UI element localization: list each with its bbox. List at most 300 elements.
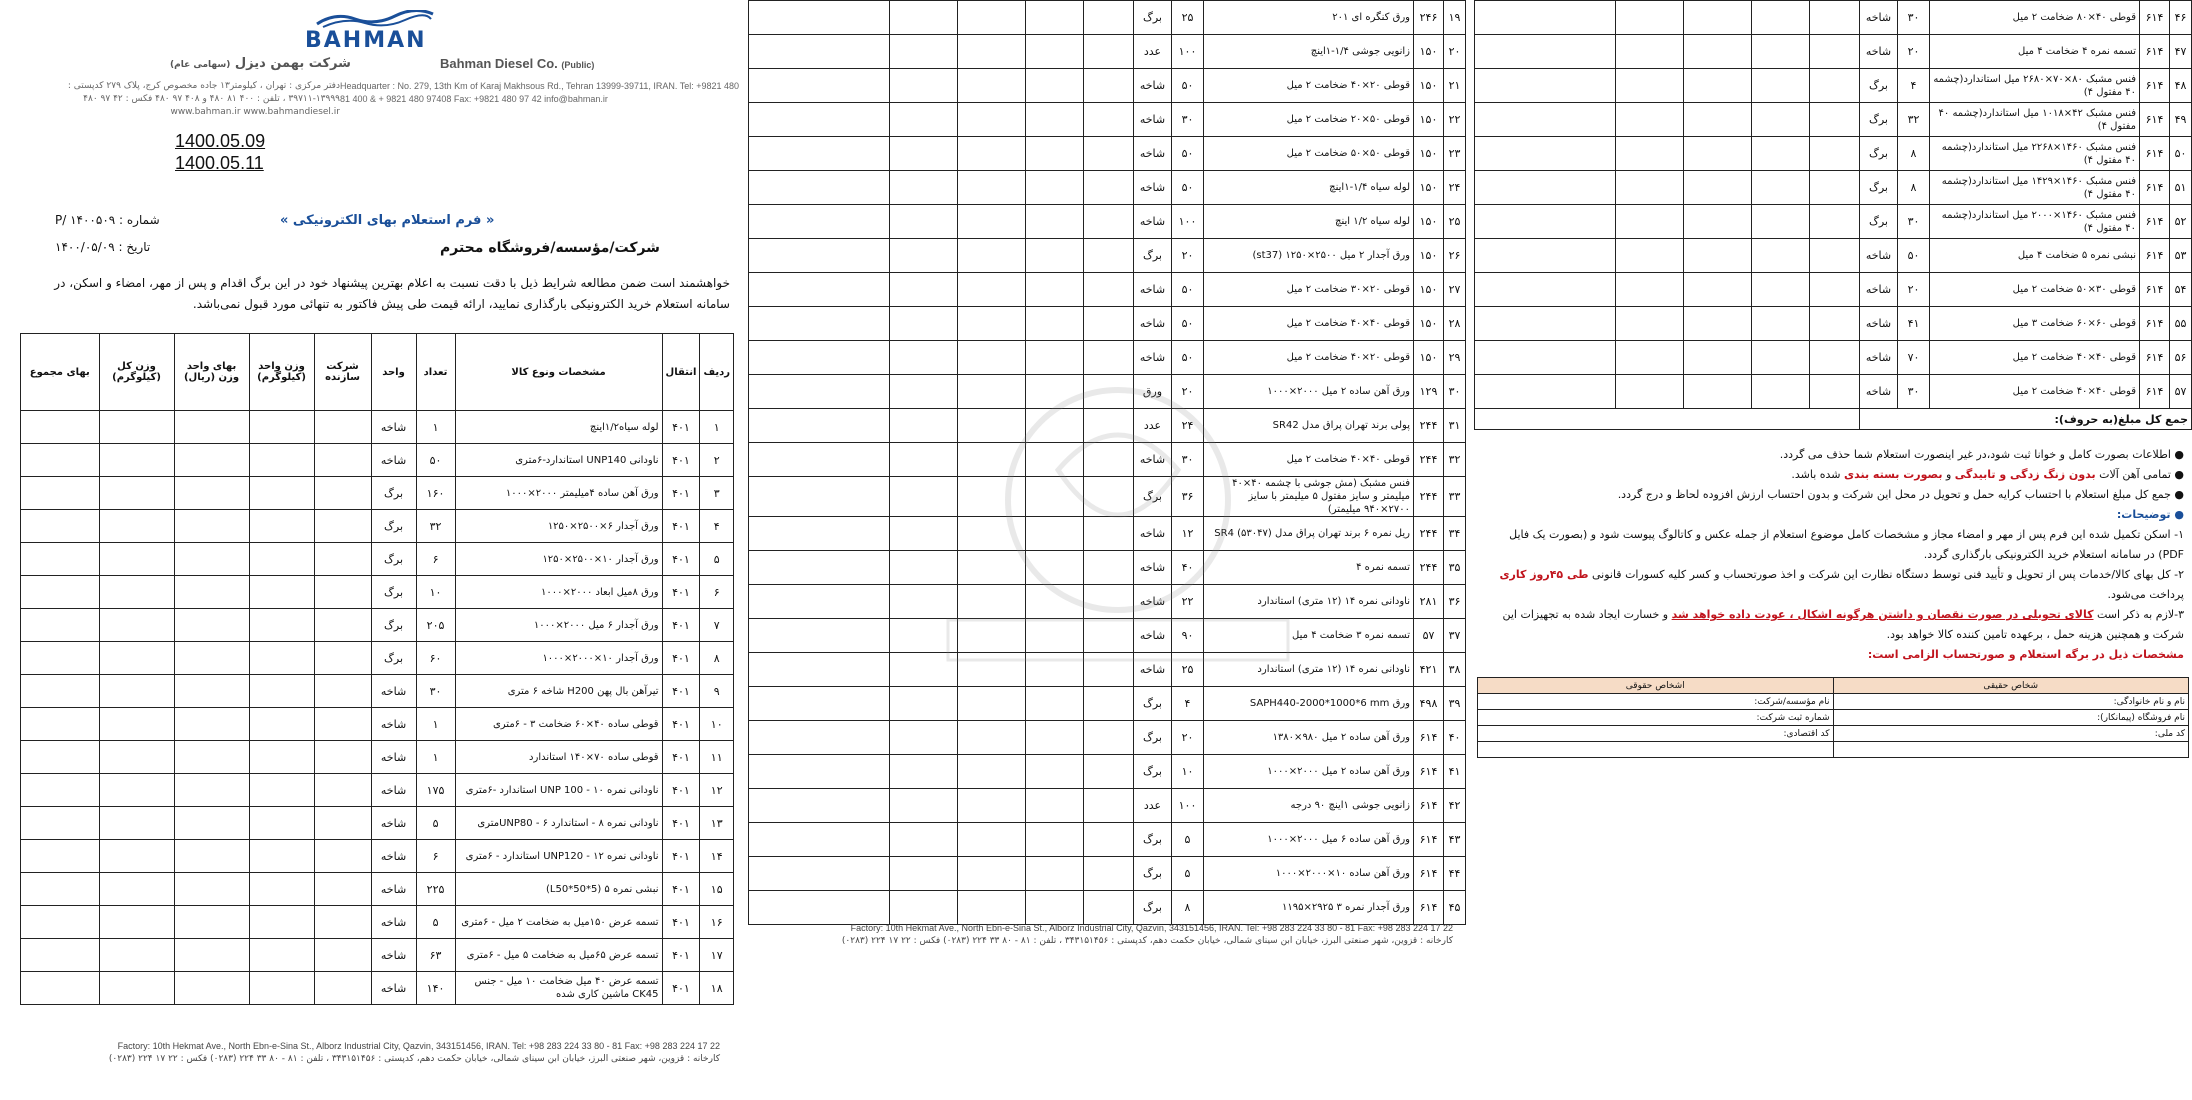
unit-price-cell[interactable] — [174, 510, 249, 543]
total-price-cell[interactable] — [21, 906, 100, 939]
transfer-code: ۴۰۱ — [662, 642, 700, 675]
maker-cell[interactable] — [1084, 823, 1134, 857]
economic-code-field[interactable]: کد اقتصادی: — [1478, 726, 1834, 742]
total-price-cell[interactable] — [749, 307, 890, 341]
total-weight-cell[interactable] — [99, 873, 174, 906]
total-price-cell[interactable] — [749, 585, 890, 619]
table-row — [21, 675, 734, 708]
unit-price-cell[interactable] — [1684, 137, 1752, 171]
unit-price-cell[interactable] — [1684, 375, 1752, 409]
total-weight-cell[interactable] — [99, 543, 174, 576]
unit-weight-cell[interactable] — [1026, 721, 1084, 755]
total-price-cell[interactable] — [749, 653, 890, 687]
unit-weight-cell[interactable] — [249, 477, 314, 510]
total-weight-cell[interactable] — [1616, 69, 1684, 103]
transfer-code: ۴۲۱ — [1414, 653, 1444, 687]
total-weight-cell[interactable] — [99, 774, 174, 807]
transfer-code: ۶۱۴ — [2140, 273, 2170, 307]
unit-weight-cell[interactable] — [249, 411, 314, 444]
total-price-cell[interactable] — [749, 721, 890, 755]
unit-weight-cell[interactable] — [1026, 857, 1084, 891]
total-weight-cell[interactable] — [1616, 307, 1684, 341]
unit-price-cell[interactable] — [958, 137, 1026, 171]
total-weight-cell[interactable] — [890, 721, 958, 755]
page-1 — [0, 0, 740, 1100]
unit-weight-cell[interactable] — [1026, 687, 1084, 721]
total-price-cell[interactable] — [749, 239, 890, 273]
total-price-cell[interactable] — [749, 687, 890, 721]
total-price-cell[interactable] — [749, 409, 890, 443]
maker-cell[interactable] — [1810, 307, 1860, 341]
total-price-cell[interactable] — [749, 137, 890, 171]
unit-weight-cell[interactable] — [249, 807, 314, 840]
footer-1 — [20, 1040, 720, 1066]
item-spec: فنس مشبک ۴۲×۱۰۱۸ میل استاندارد(چشمه ۴۰ مفتول ۴) — [1930, 103, 2140, 137]
unit-price-cell[interactable] — [958, 1, 1026, 35]
total-price-cell[interactable] — [749, 273, 890, 307]
item-unit: برگ — [371, 642, 416, 675]
empty-cell[interactable] — [1833, 742, 2189, 758]
maker-cell[interactable] — [1810, 137, 1860, 171]
unit-price-cell[interactable] — [174, 543, 249, 576]
total-price-cell[interactable] — [21, 543, 100, 576]
total-weight-cell[interactable] — [890, 35, 958, 69]
unit-weight-cell[interactable] — [1026, 137, 1084, 171]
item-unit: شاخه — [1134, 619, 1172, 653]
total-weight-cell[interactable] — [1616, 171, 1684, 205]
unit-weight-cell[interactable] — [1026, 755, 1084, 789]
total-row — [1475, 409, 2192, 430]
unit-price-cell[interactable] — [958, 205, 1026, 239]
total-price-cell[interactable] — [749, 1, 890, 35]
total-price-cell[interactable] — [1475, 239, 1616, 273]
maker-cell[interactable] — [314, 972, 371, 1005]
table-row — [749, 857, 1466, 891]
unit-weight-cell[interactable] — [1752, 137, 1810, 171]
total-price-cell[interactable] — [21, 774, 100, 807]
transfer-code: ۴۰۱ — [662, 774, 700, 807]
total-weight-cell[interactable] — [1616, 205, 1684, 239]
unit-price-cell[interactable] — [1684, 103, 1752, 137]
maker-cell[interactable] — [314, 444, 371, 477]
total-weight-cell[interactable] — [99, 510, 174, 543]
total-weight-cell[interactable] — [99, 906, 174, 939]
unit-weight-cell[interactable] — [249, 840, 314, 873]
item-qty: ۳۰ — [1172, 103, 1204, 137]
unit-price-cell[interactable] — [1684, 273, 1752, 307]
unit-price-cell[interactable] — [1684, 1, 1752, 35]
unit-weight-cell[interactable] — [249, 642, 314, 675]
col-total-weight: وزن کل (کیلوگرم) — [99, 334, 174, 411]
unit-weight-cell[interactable] — [1752, 103, 1810, 137]
total-price-cell[interactable] — [749, 205, 890, 239]
maker-cell[interactable] — [1810, 273, 1860, 307]
item-unit: ورق — [1134, 375, 1172, 409]
item-spec: قوطی ۴۰×۴۰ ضخامت ۲ میل — [1204, 443, 1414, 477]
unit-price-cell[interactable] — [174, 906, 249, 939]
unit-price-cell[interactable] — [174, 873, 249, 906]
total-price-cell[interactable] — [21, 840, 100, 873]
total-price-cell[interactable] — [1475, 1, 1616, 35]
unit-weight-cell[interactable] — [1026, 171, 1084, 205]
total-weight-cell[interactable] — [890, 755, 958, 789]
item-unit: شاخه — [1860, 375, 1898, 409]
maker-cell[interactable] — [314, 873, 371, 906]
maker-cell[interactable] — [1810, 1, 1860, 35]
unit-price-cell[interactable] — [174, 972, 249, 1005]
unit-price-cell[interactable] — [174, 609, 249, 642]
total-weight-cell[interactable] — [99, 477, 174, 510]
total-price-cell[interactable] — [749, 619, 890, 653]
unit-weight-cell[interactable] — [1752, 171, 1810, 205]
total-weight-cell[interactable] — [890, 103, 958, 137]
total-weight-cell[interactable] — [99, 609, 174, 642]
maker-cell[interactable] — [1084, 307, 1134, 341]
total-price-cell[interactable] — [21, 609, 100, 642]
maker-cell[interactable] — [1810, 239, 1860, 273]
total-weight-cell[interactable] — [1616, 273, 1684, 307]
unit-weight-cell[interactable] — [249, 543, 314, 576]
total-price-cell[interactable] — [1475, 273, 1616, 307]
unit-price-cell[interactable] — [958, 239, 1026, 273]
table-row — [21, 906, 734, 939]
transfer-code: ۶۱۴ — [1414, 857, 1444, 891]
transfer-code: ۴۰۱ — [662, 840, 700, 873]
total-price-cell[interactable] — [21, 873, 100, 906]
transfer-code: ۶۱۴ — [2140, 171, 2170, 205]
total-price-cell[interactable] — [749, 69, 890, 103]
unit-weight-cell[interactable] — [249, 873, 314, 906]
total-weight-cell[interactable] — [1616, 35, 1684, 69]
total-price-cell[interactable] — [1475, 307, 1616, 341]
footer-en: Factory: 10th Hekmat Ave., North Ebn-e-Sina St., Alborz Industrial City, Qazvin, 343151456, IRAN. Tel: +98 283 224 33 80 - 81 Fax: +98 283 224 17 22 — [117, 1041, 720, 1051]
item-spec: پولی برند تهران پراق مدل SR42 — [1204, 409, 1414, 443]
unit-weight-cell[interactable] — [249, 708, 314, 741]
transfer-code: ۱۵۰ — [1414, 205, 1444, 239]
total-weight-cell[interactable] — [890, 857, 958, 891]
unit-price-cell[interactable] — [958, 755, 1026, 789]
item-qty: ۱ — [416, 708, 455, 741]
maker-cell[interactable] — [1084, 137, 1134, 171]
unit-price-cell[interactable] — [1684, 341, 1752, 375]
total-price-cell[interactable] — [21, 444, 100, 477]
maker-cell[interactable] — [1084, 273, 1134, 307]
unit-weight-cell[interactable] — [1026, 273, 1084, 307]
unit-weight-cell[interactable] — [1752, 35, 1810, 69]
total-weight-cell[interactable] — [99, 840, 174, 873]
unit-price-cell[interactable] — [174, 807, 249, 840]
unit-price-cell[interactable] — [958, 35, 1026, 69]
unit-weight-cell[interactable] — [249, 741, 314, 774]
total-weight-cell[interactable] — [1616, 375, 1684, 409]
real-name-field[interactable]: نام و نام خانوادگی: — [1833, 694, 2189, 710]
total-price-cell[interactable] — [749, 35, 890, 69]
total-weight-cell[interactable] — [890, 789, 958, 823]
total-price-cell[interactable] — [21, 675, 100, 708]
total-weight-cell[interactable] — [99, 708, 174, 741]
unit-weight-cell[interactable] — [1026, 1, 1084, 35]
total-weight-cell[interactable] — [99, 411, 174, 444]
total-price-cell[interactable] — [749, 517, 890, 551]
maker-cell[interactable] — [1084, 687, 1134, 721]
note-3: ● جمع کل مبلغ استعلام با احتساب کرایه حمل و تحویل در محل این شرکت و بدون احتساب ارزش افزوده لحاظ و درج گردد. — [1617, 488, 2184, 501]
total-price-cell[interactable] — [749, 171, 890, 205]
transfer-code: ۶۱۴ — [2140, 239, 2170, 273]
total-weight-cell[interactable] — [1616, 137, 1684, 171]
total-price-cell[interactable] — [749, 857, 890, 891]
total-price-cell[interactable] — [749, 789, 890, 823]
total-price-cell[interactable] — [1475, 69, 1616, 103]
maker-cell[interactable] — [1084, 205, 1134, 239]
total-price-cell[interactable] — [749, 341, 890, 375]
unit-weight-cell[interactable] — [1026, 69, 1084, 103]
unit-weight-cell[interactable] — [1026, 823, 1084, 857]
total-price-cell[interactable] — [1475, 103, 1616, 137]
item-spec: ناودانی نمره ۱۴ (۱۲ متری) استاندارد — [1204, 585, 1414, 619]
table-row — [21, 972, 734, 1005]
total-weight-cell[interactable] — [890, 171, 958, 205]
unit-price-cell[interactable] — [1684, 307, 1752, 341]
maker-cell[interactable] — [314, 807, 371, 840]
unit-weight-cell[interactable] — [249, 510, 314, 543]
total-price-cell[interactable] — [749, 823, 890, 857]
maker-cell[interactable] — [1084, 789, 1134, 823]
total-weight-cell[interactable] — [890, 307, 958, 341]
unit-weight-cell[interactable] — [1026, 789, 1084, 823]
maker-cell[interactable] — [1810, 103, 1860, 137]
unit-price-cell[interactable] — [958, 171, 1026, 205]
maker-cell[interactable] — [314, 543, 371, 576]
unit-price-cell[interactable] — [958, 857, 1026, 891]
total-weight-cell[interactable] — [99, 675, 174, 708]
table-row — [21, 708, 734, 741]
unit-price-cell[interactable] — [958, 823, 1026, 857]
item-spec: تسمه نمره ۴ ضخامت ۴ میل — [1930, 35, 2140, 69]
maker-cell[interactable] — [1084, 721, 1134, 755]
unit-weight-cell[interactable] — [1752, 273, 1810, 307]
unit-price-cell[interactable] — [958, 103, 1026, 137]
handwritten-dates — [175, 130, 265, 174]
total-price-cell[interactable] — [21, 741, 100, 774]
unit-price-cell[interactable] — [958, 721, 1026, 755]
unit-price-cell[interactable] — [174, 774, 249, 807]
total-price-cell[interactable] — [1475, 137, 1616, 171]
total-price-cell[interactable] — [1475, 171, 1616, 205]
total-weight-cell[interactable] — [890, 69, 958, 103]
unit-price-cell[interactable] — [174, 477, 249, 510]
unit-price-cell[interactable] — [174, 411, 249, 444]
total-price-cell[interactable] — [749, 477, 890, 517]
unit-weight-cell[interactable] — [1752, 307, 1810, 341]
total-weight-cell[interactable] — [890, 823, 958, 857]
unit-weight-cell[interactable] — [1752, 239, 1810, 273]
maker-cell[interactable] — [314, 477, 371, 510]
shop-name-field[interactable]: نام فروشگاه (پیمانکار): — [1833, 710, 2189, 726]
maker-cell[interactable] — [1810, 205, 1860, 239]
unit-weight-cell[interactable] — [1026, 205, 1084, 239]
unit-price-cell[interactable] — [958, 891, 1026, 925]
item-unit: شاخه — [371, 906, 416, 939]
unit-price-cell[interactable] — [958, 789, 1026, 823]
maker-cell[interactable] — [1084, 755, 1134, 789]
row-number: ۲ — [700, 444, 734, 477]
unit-weight-cell[interactable] — [1026, 307, 1084, 341]
total-weight-cell[interactable] — [890, 687, 958, 721]
unit-weight-cell[interactable] — [1752, 1, 1810, 35]
maker-cell[interactable] — [1084, 891, 1134, 925]
registration-number-field[interactable]: شماره ثبت شرکت: — [1478, 710, 1834, 726]
unit-price-cell[interactable] — [174, 675, 249, 708]
row-number: ۵۴ — [2170, 273, 2192, 307]
unit-price-cell[interactable] — [1684, 205, 1752, 239]
unit-weight-cell[interactable] — [249, 576, 314, 609]
unit-price-cell[interactable] — [958, 273, 1026, 307]
total-price-cell[interactable] — [749, 375, 890, 409]
national-code-field[interactable]: کد ملی: — [1833, 726, 2189, 742]
total-weight-cell[interactable] — [99, 972, 174, 1005]
unit-price-cell[interactable] — [1684, 35, 1752, 69]
unit-price-cell[interactable] — [1684, 171, 1752, 205]
unit-price-cell[interactable] — [174, 642, 249, 675]
row-number: ۳۷ — [1444, 619, 1466, 653]
total-price-cell[interactable] — [21, 708, 100, 741]
total-weight-cell[interactable] — [890, 205, 958, 239]
total-weight-cell[interactable] — [99, 939, 174, 972]
maker-cell[interactable] — [314, 741, 371, 774]
unit-weight-cell[interactable] — [249, 444, 314, 477]
total-weight-cell[interactable] — [99, 741, 174, 774]
item-qty: ۵ — [416, 807, 455, 840]
maker-cell[interactable] — [314, 906, 371, 939]
total-price-cell[interactable] — [1475, 35, 1616, 69]
item-spec: فنس مشبک ۸۰×۷۰×۲۶۸۰ میل استاندارد(چشمه ۴۰ مفتول ۴) — [1930, 69, 2140, 103]
maker-cell[interactable] — [314, 576, 371, 609]
unit-weight-cell[interactable] — [1026, 891, 1084, 925]
maker-cell[interactable] — [1084, 239, 1134, 273]
maker-cell[interactable] — [1084, 1, 1134, 35]
company-name-field[interactable]: نام مؤسسه/شرکت: — [1478, 694, 1834, 710]
unit-weight-cell[interactable] — [249, 906, 314, 939]
total-weight-cell[interactable] — [1616, 341, 1684, 375]
maker-cell[interactable] — [314, 708, 371, 741]
unit-price-cell[interactable] — [174, 444, 249, 477]
unit-price-cell[interactable] — [174, 840, 249, 873]
maker-cell[interactable] — [1810, 341, 1860, 375]
total-weight-cell[interactable] — [1616, 239, 1684, 273]
unit-weight-cell[interactable] — [1752, 69, 1810, 103]
maker-cell[interactable] — [1084, 857, 1134, 891]
total-weight-cell[interactable] — [890, 1, 958, 35]
maker-cell[interactable] — [314, 675, 371, 708]
unit-price-cell[interactable] — [174, 708, 249, 741]
unit-weight-cell[interactable] — [1026, 239, 1084, 273]
maker-cell[interactable] — [1084, 171, 1134, 205]
maker-cell[interactable] — [314, 939, 371, 972]
total-price-cell[interactable] — [21, 807, 100, 840]
maker-cell[interactable] — [314, 411, 371, 444]
total-weight-cell[interactable] — [99, 576, 174, 609]
item-unit: شاخه — [371, 411, 416, 444]
total-weight-cell[interactable] — [890, 239, 958, 273]
unit-weight-cell[interactable] — [1026, 103, 1084, 137]
maker-cell[interactable] — [1084, 69, 1134, 103]
transfer-code: ۱۵۰ — [1414, 103, 1444, 137]
table-row — [1475, 35, 2192, 69]
unit-price-cell[interactable] — [958, 687, 1026, 721]
total-price-cell[interactable] — [21, 972, 100, 1005]
total-weight-cell[interactable] — [99, 444, 174, 477]
unit-price-cell[interactable] — [174, 576, 249, 609]
unit-price-cell[interactable] — [174, 741, 249, 774]
maker-cell[interactable] — [314, 840, 371, 873]
unit-price-cell[interactable] — [958, 307, 1026, 341]
unit-weight-cell[interactable] — [249, 972, 314, 1005]
maker-cell[interactable] — [314, 609, 371, 642]
empty-cell[interactable] — [1478, 742, 1834, 758]
total-price-cell[interactable] — [1475, 375, 1616, 409]
total-price-cell[interactable] — [749, 891, 890, 925]
maker-cell[interactable] — [1810, 69, 1860, 103]
maker-cell[interactable] — [314, 642, 371, 675]
total-price-cell[interactable] — [21, 477, 100, 510]
total-weight-cell[interactable] — [890, 891, 958, 925]
maker-cell[interactable] — [314, 510, 371, 543]
unit-weight-cell[interactable] — [249, 609, 314, 642]
unit-weight-cell[interactable] — [249, 774, 314, 807]
unit-weight-cell[interactable] — [1752, 375, 1810, 409]
unit-price-cell[interactable] — [1684, 69, 1752, 103]
total-value[interactable] — [1475, 409, 1860, 430]
maker-cell[interactable] — [1810, 171, 1860, 205]
total-price-cell[interactable] — [749, 551, 890, 585]
maker-cell[interactable] — [1084, 103, 1134, 137]
item-qty: ۵۰ — [1172, 341, 1204, 375]
maker-cell[interactable] — [314, 774, 371, 807]
unit-weight-cell[interactable] — [249, 939, 314, 972]
item-unit: برگ — [1860, 171, 1898, 205]
maker-cell[interactable] — [1810, 35, 1860, 69]
total-price-cell[interactable] — [21, 510, 100, 543]
maker-cell[interactable] — [1084, 35, 1134, 69]
total-weight-cell[interactable] — [1616, 103, 1684, 137]
item-spec: ریل نمره ۶ برند تهران پراق مدل SR4 (۵۳۰۴۷) — [1204, 517, 1414, 551]
total-weight-cell[interactable] — [1616, 1, 1684, 35]
total-weight-cell[interactable] — [890, 273, 958, 307]
maker-cell[interactable] — [1810, 375, 1860, 409]
unit-price-cell[interactable] — [174, 939, 249, 972]
total-weight-cell[interactable] — [890, 137, 958, 171]
unit-price-cell[interactable] — [1684, 239, 1752, 273]
unit-weight-cell[interactable] — [1752, 205, 1810, 239]
total-price-cell[interactable] — [21, 939, 100, 972]
unit-weight-cell[interactable] — [1026, 35, 1084, 69]
total-price-cell[interactable] — [749, 443, 890, 477]
unit-weight-cell[interactable] — [1752, 341, 1810, 375]
total-price-cell[interactable] — [749, 103, 890, 137]
total-weight-cell[interactable] — [99, 642, 174, 675]
unit-weight-cell[interactable] — [249, 675, 314, 708]
total-price-cell[interactable] — [21, 576, 100, 609]
item-unit: شاخه — [371, 675, 416, 708]
unit-price-cell[interactable] — [958, 69, 1026, 103]
total-price-cell[interactable] — [749, 755, 890, 789]
total-price-cell[interactable] — [1475, 205, 1616, 239]
total-price-cell[interactable] — [1475, 341, 1616, 375]
row-number: ۴۴ — [1444, 857, 1466, 891]
total-weight-cell[interactable] — [99, 807, 174, 840]
total-price-cell[interactable] — [21, 411, 100, 444]
total-price-cell[interactable] — [21, 642, 100, 675]
